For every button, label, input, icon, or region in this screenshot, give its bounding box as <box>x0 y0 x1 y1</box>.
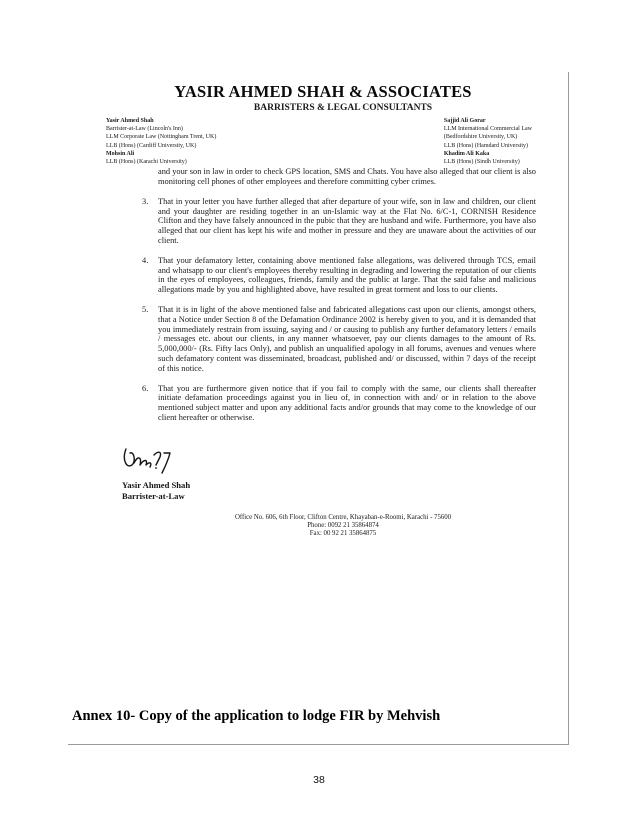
footer-address: Office No. 606, 6th Floor, Clifton Centre, Khayaban-e-Roomi, Karachi - 75600 <box>234 513 452 521</box>
partners-block <box>106 117 540 166</box>
letter-footer <box>106 514 540 539</box>
paragraph-text: That you are furthermore given notice that if you fail to comply with the same, our clients shall thereafter initiate defamation proceedings against you in lieu of, in connection with and/ or in relation to the above mentioned subject matter and upon any additional facts and/or grounds that may come to the knowledge of our client hereafter or otherwise. <box>158 383 536 422</box>
partner-qual: (Bedfordshire University, UK) <box>443 134 518 141</box>
partner-qual: LLB (Hons) (Hamdard University) <box>443 142 529 149</box>
partner-name: Sajjid Ali Gorar <box>443 118 486 124</box>
paragraph-4 <box>142 256 536 295</box>
partners-right <box>444 117 532 166</box>
partner-qual: LLM Corporate Law (Nottingham Trent, UK) <box>106 134 217 141</box>
page-number: 38 <box>313 774 325 786</box>
continuation-text: and your son in law in order to check GPS location, SMS and Chats. You have also alleged that our client is also monitoring cell phones of other employees and therefore committing cyber crimes. <box>158 167 536 187</box>
paragraph-number: 5. <box>142 304 149 314</box>
footer-fax: Fax: 00 92 21 35864875 <box>309 530 377 538</box>
paragraph-number: 4. <box>142 255 149 265</box>
paragraph-number: 6. <box>142 383 149 393</box>
paragraph-number: 3. <box>142 196 149 206</box>
firm-subtitle: BARRISTERS & LEGAL CONSULTANTS <box>253 103 433 113</box>
signer-title: Barrister-at-Law <box>122 490 185 501</box>
paragraph-5 <box>142 305 536 374</box>
paragraph-text: That it is in light of the above mentioned false and fabricated allegations cast upon our clients, amongst others, that a Notice under Section 8 of the Defamation Ordinance 2002 is hereby given to you, and it is demanded that you immediately restrain from issuing, saying and / or causing to publish any further defamatory letters / emails / messages etc. about our clients, in any manner whatsoever, pay our clients damages to the amount of Rs. 5,000,000/- (Rs. Fifty lacs Only), and publish an unqualified apology in all forums, avenues and venues where such defamatory content was disseminated, broadcast, published and/ or discussed, within 7 days of the receipt of this notice. <box>158 304 536 373</box>
partner-name: Yasir Ahmed Shah <box>106 118 154 124</box>
paragraph-text: That your defamatory letter, containing above mentioned false allegations, was delivered through TCS, email and whatsapp to our client's employees thereby resulting in degrading and lowering the reputation of our clients in the eyes of employees, colleagues, friends, family and the public at large. That the said false and malicious allegations made by you and highlighted above, have resulted in great torment and loss to our clients. <box>158 255 536 295</box>
annex-caption: Annex 10- Copy of the application to lodge FIR by Mehvish <box>72 708 441 724</box>
footer-phone: Phone: 0092 21 35864874 <box>307 521 379 529</box>
paragraph-3 <box>142 197 536 246</box>
partner-name: Khadim Ali Kaka <box>443 150 490 157</box>
scanned-letter <box>106 78 540 710</box>
paragraph-6 <box>142 384 536 423</box>
partner-name: Mohsin Ali <box>106 150 135 157</box>
partner-qual: LLM International Commercial Law <box>443 126 532 133</box>
partner-qual: LLB (Hons) (Sindh University) <box>443 159 520 166</box>
paragraph-text: That in your letter you have further alleged that after departure of your wife, son in law and children, our client and your daughter are residing together in an un-Islamic way at the Flat No. 6/C-1, CORNISH Residence Clifton and they have falsely announced in the pubic that they are husband and wife. Furthermore, you have also alleged that our client has kept his wife and mother in pressure and they are unaware about the activities of our client. <box>158 196 536 245</box>
partner-qual: LLB (Hons) (Karachi University) <box>106 159 187 166</box>
partner-qual: LLB (Hons) (Cardiff University, UK) <box>106 142 197 149</box>
handwritten-signature <box>120 441 180 475</box>
signer-name: Yasir Ahmed Shah <box>122 479 191 490</box>
firm-name: YASIR AHMED SHAH & ASSOCIATES <box>174 82 472 101</box>
partners-left <box>106 117 216 166</box>
partner-qual: Barrister-at-Law (Lincoln's Inn) <box>106 126 183 133</box>
